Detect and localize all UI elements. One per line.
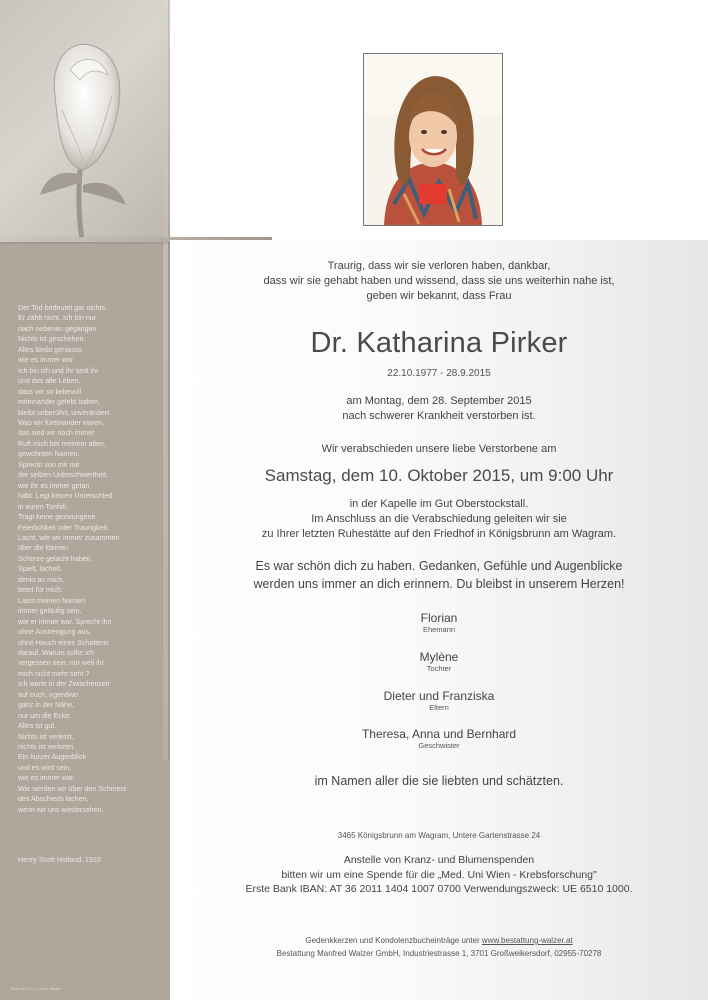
poem-line: in euren Tonfall. — [18, 502, 68, 511]
intro-text — [170, 259, 708, 305]
poem-line: Was wir füreinander waren, — [18, 418, 105, 427]
poem-line: des Abschieds lachen, — [18, 795, 89, 804]
poem-line: Alles ist gut. — [18, 722, 57, 731]
poem-line: immer geläufig sein, — [18, 607, 82, 616]
location-line: zu Ihrer letzten Ruhestätte auf den Friedhof in Königsbrunn am Wagram. — [261, 528, 617, 541]
poem-line: wie ihr es immer getan — [18, 481, 90, 490]
location-line: in der Kapelle im Gut Oberstockstall. — [349, 498, 529, 510]
poem-line: Feierlichkeit oder Traurigkeit. — [18, 523, 110, 532]
footer — [170, 934, 708, 960]
company-info: Bestattung Manfred Walzer GmbH, Industriestrasse 1, 3701 Großweikersdorf, 02955-70278 — [276, 949, 602, 958]
donation-line: bitten wir um eine Spende für die „Med. Uni Wien - Krebsforschung" — [281, 868, 597, 881]
farewell-intro: Wir verabschieden unsere liebe Verstorbene am — [321, 443, 557, 455]
address: 3465 Königsbrunn am Wagram, Untere Gartenstrasse 24 — [337, 831, 541, 840]
poem-line: bleibt unberührt, unverändert. — [18, 408, 112, 417]
poem-line: Lasst meinen Namen — [18, 596, 86, 605]
poem-line: Spielt, lächelt, — [18, 565, 63, 574]
condolence-line — [170, 934, 708, 947]
poem-line: der selben Unbeschwertheit, — [18, 471, 108, 480]
poem-line: habt. Legt keinen Unterschied — [18, 492, 113, 501]
death-notice-line: am Montag, dem 28. September 2015 — [346, 395, 532, 407]
poem-line: wenn wir uns wiedersehen. — [18, 805, 104, 814]
poem-line: Ich warte in der Zwischenzeit — [18, 680, 110, 689]
poem-line: nichts ist verloren. — [18, 743, 76, 752]
poem-line: betet für mich. — [18, 586, 63, 595]
location-line: Im Anschluss an die Verabschiedung geleiten wir sie — [311, 513, 567, 526]
photo-credit: Photo Nr. 0 Fa. Ulrich Bliefler — [10, 986, 62, 991]
poem-line: über die kleinen — [18, 544, 69, 553]
poem — [18, 303, 168, 815]
poem-line: Ich bin ich und ihr seid ihr — [18, 366, 99, 375]
message-line: Es war schön dich zu haben. Gedanken, Gefühle und Augenblicke — [255, 559, 623, 573]
intro-line: Traurig, dass wir sie verloren haben, dankbar, — [327, 260, 551, 272]
poem-line: dass wir so liebevoll — [18, 387, 82, 396]
mourner-role: Eltern — [429, 703, 449, 712]
poem-line: Scherze gelacht haben. — [18, 554, 93, 563]
mourner-role: Tochter — [426, 664, 452, 673]
poem-line: denkt an mich, — [18, 575, 65, 584]
poem-line: Nichts ist geschehen. — [18, 335, 86, 344]
poem-line: nur um die Ecke. — [18, 711, 72, 720]
poem-line: wie es immer war. — [18, 774, 75, 783]
mourner-name: Florian — [420, 611, 458, 625]
poem-line: Lacht, wie wir immer zusammen — [18, 533, 120, 542]
mourner-name: Dieter und Franziska — [383, 689, 495, 703]
poem-line: Er zählt nicht. Ich bin nur — [18, 314, 97, 323]
poem-line: Wie werden wir über den Schmerz — [18, 784, 127, 793]
poem-line: Sprecht von mir mit — [18, 460, 80, 469]
poem-line: darauf. Warum sollte ich — [18, 648, 95, 657]
poem-line: Ruft mich bei meinem alten, — [18, 439, 106, 448]
poem-line: nach nebenan gegangen. — [18, 324, 99, 333]
poem-line: mich nicht mehr seht ? — [18, 669, 90, 678]
poem-line: gewohnten Namen. — [18, 450, 80, 459]
poem-author: Henry Scott Holland, 1910 — [18, 856, 101, 864]
rose-image — [0, 0, 170, 240]
mourner-role: Ehemann — [422, 625, 456, 634]
death-notice — [170, 394, 708, 424]
poem-line: wie es immer war. — [18, 356, 75, 365]
condolence-text: Gedenkkerzen und Kondolenzbucheinträge unter — [305, 936, 482, 945]
poem-line: wie er immer war. Sprecht ihn — [18, 617, 112, 626]
mourner — [170, 727, 708, 750]
mourner — [170, 650, 708, 673]
poem-line: das sind wir noch immer. — [18, 429, 97, 438]
poem-line: Nichts ist verletzt, — [18, 732, 74, 741]
poem-line: ohne Anstrengung aus, — [18, 628, 91, 637]
intro-line: geben wir bekannt, dass Frau — [366, 290, 512, 303]
poem-line: und es wird sein, — [18, 763, 72, 772]
deceased-name: Dr. Katharina Pirker — [310, 327, 568, 359]
closing-line: im Namen aller die sie liebten und schätzten. — [314, 774, 564, 788]
life-dates: 22.10.1977 - 28.9.2015 — [387, 368, 491, 379]
website-link[interactable]: www.bestattung-walzer.at — [481, 936, 573, 945]
donation-line: Anstelle von Kranz- und Blumenspenden — [343, 854, 535, 866]
poem-line: Der Tod bedeutet gar nichts. — [18, 304, 107, 312]
message-line: werden uns immer an dich erinnern. Du bleibst in unserem Herzen! — [253, 576, 625, 591]
poem-line: vergessen sein, nur weil ihr — [18, 659, 104, 668]
service-date: Samstag, dem 10. Oktober 2015, um 9:00 Uhr — [264, 466, 614, 485]
portrait-photo — [363, 53, 503, 226]
mourner — [170, 611, 708, 634]
intro-line: dass wir sie gehabt haben und wissend, dass sie uns weiterhin nahe ist, — [263, 275, 615, 288]
memorial-message — [170, 558, 708, 593]
poem-line: Ein kurzer Augenblick — [18, 753, 87, 762]
poem-line: Tragt keine gezwungene — [18, 513, 96, 522]
location-text — [170, 497, 708, 543]
death-notice-line: nach schwerer Krankheit verstorben ist. — [342, 410, 536, 423]
poem-line: Alles bleibt genauso, — [18, 345, 84, 354]
donation-line: Erste Bank IBAN: AT 36 2011 1404 1007 0700 Verwendungszweck: UE 6510 1000. — [245, 883, 633, 895]
poem-line: und das alte Leben, — [18, 377, 81, 386]
mourner — [170, 689, 708, 712]
poem-line: ganz in der Nähe, — [18, 701, 74, 710]
mourner-name: Theresa, Anna und Bernhard — [361, 727, 517, 741]
mourner-role: Geschwister — [418, 741, 460, 750]
donation-text — [170, 853, 708, 897]
poem-line: miteinander gelebt haben, — [18, 398, 101, 407]
poem-line: auf euch, irgendwo — [18, 690, 78, 699]
poem-line: ohne Hauch eines Schattens — [18, 638, 109, 647]
mourner-name: Mylène — [419, 650, 459, 664]
